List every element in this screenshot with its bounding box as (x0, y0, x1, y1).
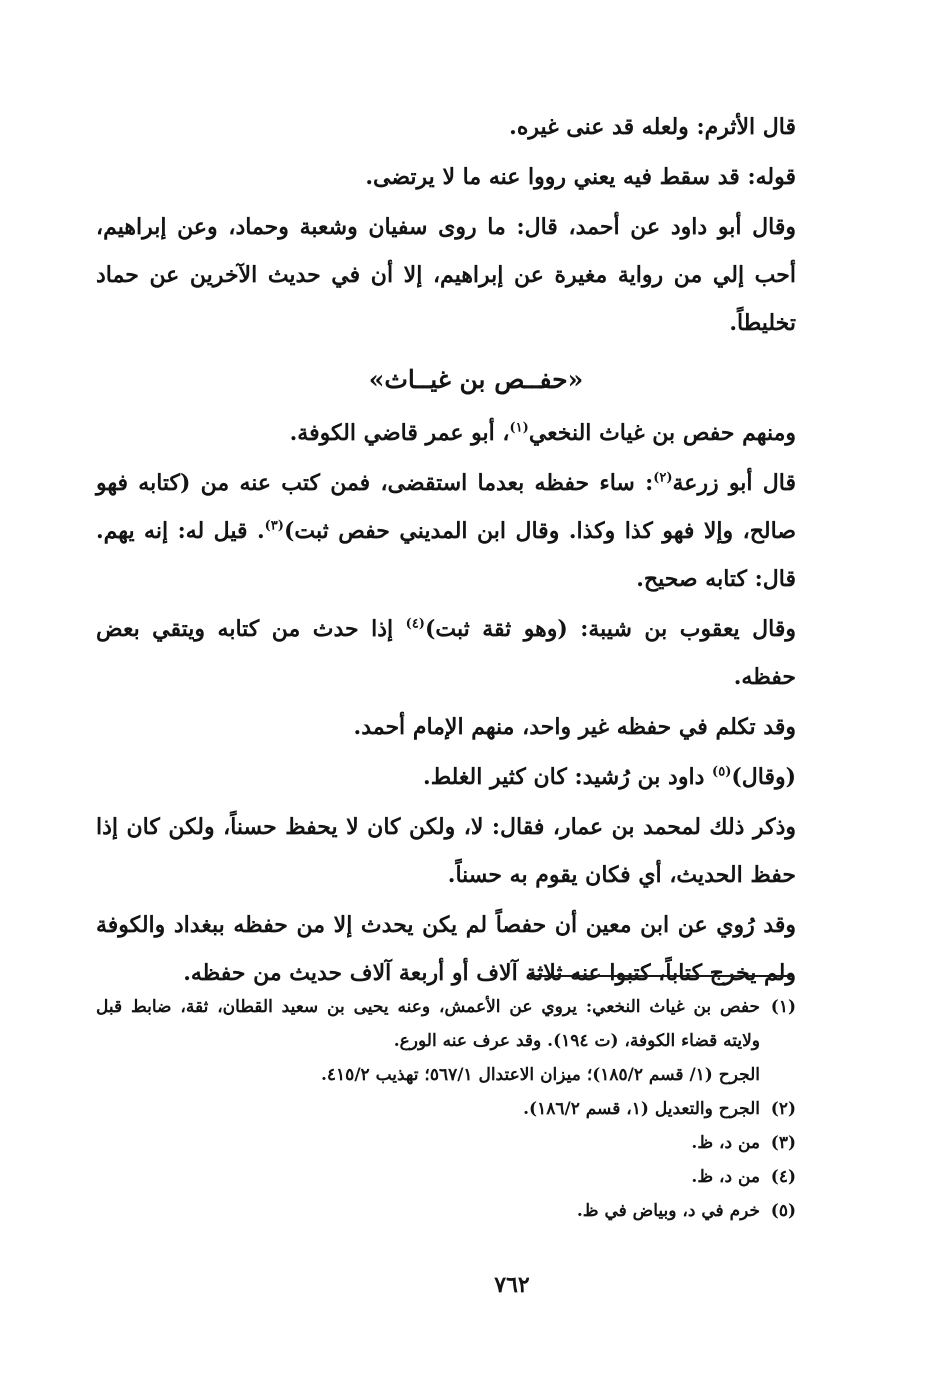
footnote-text: خرم في د، وبياض في ظ. (576, 1201, 760, 1221)
text-segment: قال أبو زرعة (672, 470, 796, 496)
text-segment: إذا حدث من كتابه ويتقي بعض حفظه. (96, 616, 796, 690)
footnote-1-sources: الجرح (١/ قسم ١٨٥/٢)؛ ميزان الاعتدال ٥٦٧/١؛ تهذيب ٤١٥/٢. (321, 1065, 760, 1085)
paragraph-takallam: وقد تكلم في حفظه غير واحد، منهم الإمام أحمد. (353, 714, 796, 740)
footnote-number: (٣) (770, 1133, 796, 1153)
section-heading: «حفــص بن غيــاث» (368, 365, 584, 394)
footnote-1 (96, 990, 796, 1058)
footnote-ref-2: (٢) (653, 470, 673, 486)
footnote-3 (96, 1126, 796, 1160)
paragraph-qawluhu: قوله: قد سقط فيه يعني رووا عنه ما لا يرتضى. (365, 164, 796, 190)
paragraph-abu-dawud: وقال أبو داود عن أحمد، قال: ما روى سفيان وشعبة وحماد، وعن إبراهيم، أحب إلي من رواية مغيرة عن إبراهيم، إلا أن في حديث الآخرين عن حماد تخليطاً. (96, 214, 796, 336)
footnote-text: من د، ظ. (691, 1133, 760, 1153)
footnote-4 (96, 1160, 796, 1194)
paragraph-dawud-rushayd (96, 753, 796, 801)
footnote-2 (96, 1092, 796, 1126)
footnote-ref-5: (٥) (712, 764, 732, 780)
footnote-divider (530, 975, 792, 977)
footnote-number: (٥) (770, 1201, 796, 1221)
footnote-text: من د، ظ. (691, 1167, 760, 1187)
text-segment: وقال يعقوب بن شيبة: (وهو ثقة ثبت) (424, 616, 797, 642)
text-segment: داود بن رُشيد: كان كثير الغلط. (423, 764, 713, 790)
page-number: ٧٦٢ (494, 1272, 530, 1298)
paragraph-ibn-main: وقد رُوي عن ابن معين أن حفصاً لم يكن يحدث إلا من حفظه ببغداد والكوفة ولم يخرج كتاباً، كتبوا عنه ثلاثة آلاف أو أربعة آلاف حديث من حفظه. (96, 912, 796, 986)
paragraph-athram: قال الأثرم: ولعله قد عنى غيره. (509, 114, 796, 140)
footnote-ref-3: (٣) (264, 518, 284, 534)
paragraph-abu-zura (96, 459, 796, 603)
paragraph-ibn-ammar: وذكر ذلك لمحمد بن عمار، فقال: لا، ولكن كان لا يحفظ حسناً، ولكن كان إذا حفظ الحديث، أي فكان يقوم به حسناً. (96, 814, 796, 888)
paragraph-yaqub (96, 605, 796, 701)
footnote-ref-1: (١) (509, 420, 529, 436)
paragraph-hafs-intro (96, 409, 796, 457)
footnotes (96, 990, 796, 1228)
footnote-number: (٤) (770, 1167, 796, 1187)
text-segment: . قيل له: إنه يهم. قال: كتابه صحيح. (96, 518, 796, 592)
footnote-text: حفص بن غياث النخعي: يروي عن الأعمش، وعنه يحيى بن سعيد القطان، ثقة، ضابط قبل ولايته قضاء الكوفة، (ت ١٩٤). وقد عرف عنه الورع. (96, 997, 760, 1051)
text-segment: : ساء حفظه بعدما استقضى، فمن كتب عنه من (كتابه فهو صالح، وإلا فهو كذا وكذا. وقال ابن المديني حفص ثبت) (96, 470, 797, 544)
footnote-5 (96, 1194, 796, 1228)
text-segment: ، أبو عمر قاضي الكوفة. (289, 420, 510, 446)
footnote-text: الجرح والتعديل (١، قسم ١٨٦/٢). (523, 1099, 760, 1119)
main-text (96, 103, 796, 999)
text-segment: ومنهم حفص بن غياث النخعي (528, 420, 796, 446)
text-segment: (وقال) (731, 764, 796, 790)
footnote-ref-4: (٤) (405, 616, 425, 632)
footnote-number: (٢) (770, 1099, 796, 1119)
footnote-number: (١) (770, 997, 796, 1017)
